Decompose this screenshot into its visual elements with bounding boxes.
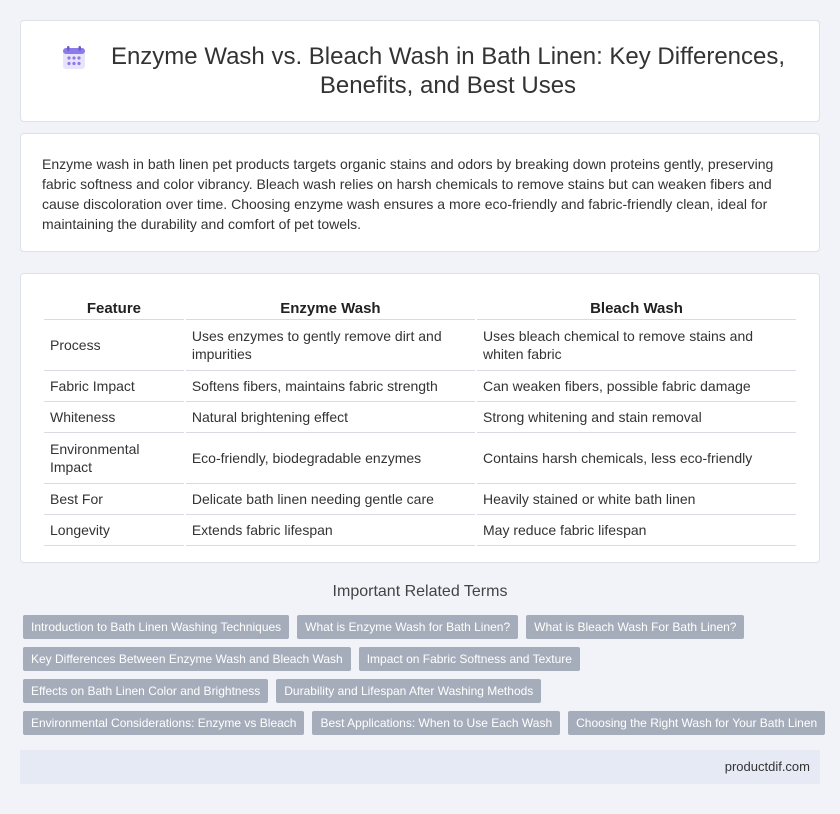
intro-card <box>20 133 820 252</box>
table-cell: Strong whitening and stain removal <box>477 402 796 433</box>
table-cell: Fabric Impact <box>44 371 184 402</box>
table-header-enzyme: Enzyme Wash <box>186 296 475 320</box>
table-row <box>44 320 796 371</box>
page-title: Enzyme Wash vs. Bleach Wash in Bath Linen: Key Differences, Benefits, and Best Uses <box>110 43 786 99</box>
table-cell: Whiteness <box>44 402 184 433</box>
related-term-link[interactable]: Choosing the Right Wash for Your Bath Linen <box>568 711 825 735</box>
tag-row <box>23 679 823 703</box>
related-terms-title: Important Related Terms <box>332 583 508 600</box>
title-wrap <box>21 21 819 121</box>
related-terms-list <box>23 615 823 743</box>
related-term-link[interactable]: What is Bleach Wash For Bath Linen? <box>526 615 744 639</box>
table-cell: May reduce fabric lifespan <box>477 515 796 546</box>
table-cell: Uses bleach chemical to remove stains and whiten fabric <box>477 320 796 371</box>
table-row <box>44 433 796 484</box>
table-row <box>44 371 796 402</box>
tag-row <box>23 647 823 671</box>
site-name[interactable]: productdif.com <box>724 759 810 774</box>
table-header-bleach: Bleach Wash <box>477 296 796 320</box>
calendar-icon <box>61 45 87 71</box>
table-cell: Process <box>44 320 184 371</box>
related-term-link[interactable]: Effects on Bath Linen Color and Brightness <box>23 679 268 703</box>
tag-row <box>23 711 823 735</box>
tag-row <box>23 615 823 639</box>
table-row <box>44 515 796 546</box>
related-term-link[interactable]: What is Enzyme Wash for Bath Linen? <box>297 615 518 639</box>
related-term-link[interactable]: Introduction to Bath Linen Washing Techniques <box>23 615 289 639</box>
table-cell: Best For <box>44 484 184 515</box>
related-term-link[interactable]: Durability and Lifespan After Washing Methods <box>276 679 541 703</box>
table-cell: Environmental Impact <box>44 433 184 484</box>
related-term-link[interactable]: Impact on Fabric Softness and Texture <box>359 647 580 671</box>
table-cell: Softens fibers, maintains fabric strength <box>186 371 475 402</box>
related-term-link[interactable]: Key Differences Between Enzyme Wash and Bleach Wash <box>23 647 351 671</box>
table-cell: Natural brightening effect <box>186 402 475 433</box>
table-cell: Uses enzymes to gently remove dirt and impurities <box>186 320 475 371</box>
table-header-row <box>44 296 796 320</box>
related-term-link[interactable]: Environmental Considerations: Enzyme vs Bleach <box>23 711 304 735</box>
table-cell: Can weaken fibers, possible fabric damage <box>477 371 796 402</box>
table-row <box>44 402 796 433</box>
table-cell: Delicate bath linen needing gentle care <box>186 484 475 515</box>
comparison-table <box>42 296 798 546</box>
table-cell: Eco-friendly, biodegradable enzymes <box>186 433 475 484</box>
related-term-link[interactable]: Best Applications: When to Use Each Wash <box>312 711 560 735</box>
table-cell: Extends fabric lifespan <box>186 515 475 546</box>
table-header-feature: Feature <box>44 296 184 320</box>
intro-text: Enzyme wash in bath linen pet products targets organic stains and odors by breaking down proteins gently, preserving fabric softness and color vibrancy. Bleach wash relies on harsh chemicals to remove stains but can weaken fibers and cause discoloration over time. Choosing enzyme wash ensures a more eco-friendly and fabric-friendly clean, ideal for maintaining the durability and comfort of pet towels. <box>42 156 774 232</box>
footer <box>20 750 820 784</box>
header-card <box>20 20 820 122</box>
table-cell: Longevity <box>44 515 184 546</box>
table-card <box>20 273 820 563</box>
table-cell: Contains harsh chemicals, less eco-friendly <box>477 433 796 484</box>
table-cell: Heavily stained or white bath linen <box>477 484 796 515</box>
table-row <box>44 484 796 515</box>
